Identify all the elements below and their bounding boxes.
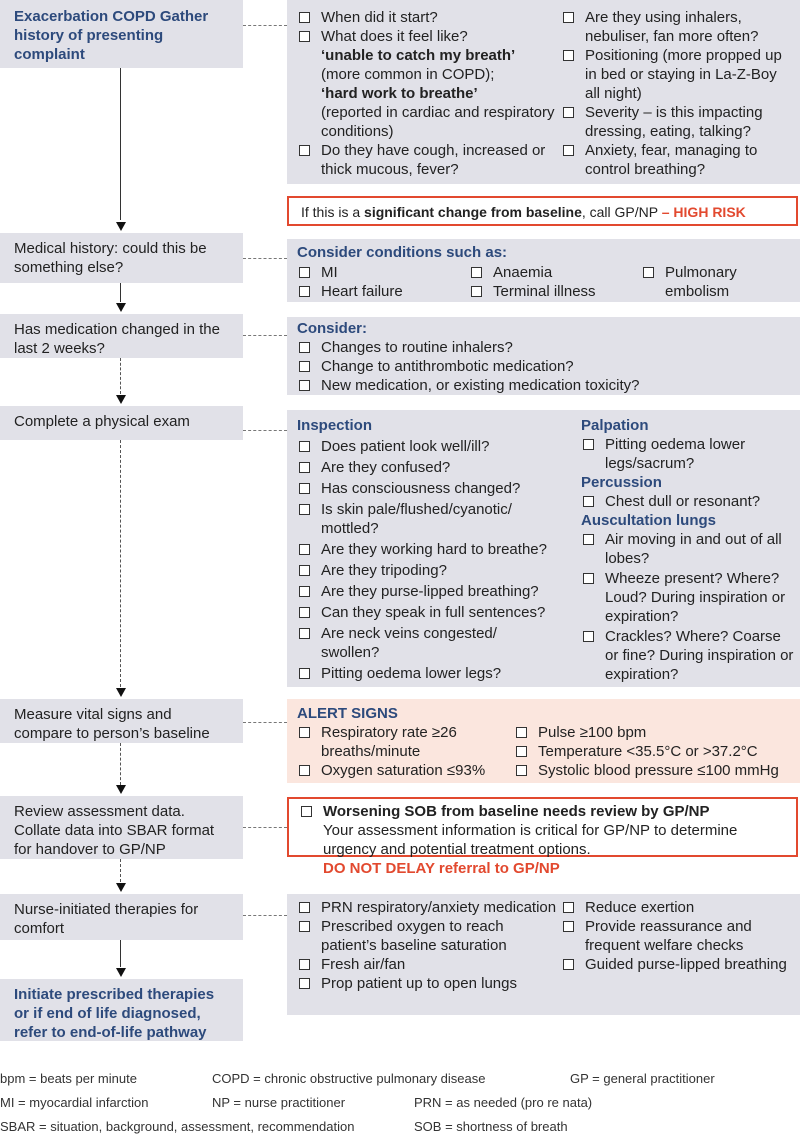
step-exacerbation-copd [0,0,243,68]
flow-arrow [116,968,126,977]
checklist-item [297,624,517,662]
inspection-heading: Inspection [297,417,373,434]
flow-line [120,68,121,220]
checkbox-icon [471,267,482,278]
step-medical-history [0,233,243,283]
item-text: Heart failure [321,283,403,300]
checkbox-icon [563,921,574,932]
checklist-item [297,8,559,27]
checklist-item [561,141,793,179]
quote-unable-to-catch-breath: ‘unable to catch my breath’ [321,47,516,64]
item-text: Pitting oedema lower legs? [321,665,502,682]
high-risk-label: – HIGH RISK [661,204,746,220]
checklist-item [469,282,639,301]
legend-sob: SOB = shortness of breath [414,1119,568,1134]
checkbox-icon [301,806,312,817]
checkbox-icon [563,50,574,61]
checklist-item [297,603,579,622]
checkbox-icon [563,959,574,970]
checkbox-icon [299,727,310,738]
checkbox-icon [299,342,310,353]
connector [243,915,287,916]
item-text: Has consciousness changed? [321,480,521,497]
checkbox-icon [299,765,310,776]
connector [243,827,287,828]
checkbox-icon [583,573,594,584]
checklist-item [514,742,798,761]
checkbox-icon [643,267,654,278]
checklist-item [297,723,509,761]
section-heading: Consider: [297,320,368,337]
checkbox-icon [563,145,574,156]
item-text: When did it start? [321,9,438,26]
flow-arrow [116,688,126,697]
item-text: Changes to routine inhalers? [321,339,513,356]
therapies-panel [287,894,800,1015]
item-text: Positioning (more propped up in bed or staying in La-Z-Boy all night) [585,47,782,102]
connector [243,258,287,259]
legend-gp: GP = general practitioner [570,1071,715,1086]
risk-text: If this is a [301,204,365,220]
item-text: Crackles? Where? Coarse or fine? During inspiration or expiration? [605,628,794,683]
alert-heading: ALERT SIGNS [297,705,398,722]
item-text: Are neck veins congested/ swollen? [321,625,497,661]
checkbox-icon [563,12,574,23]
item-text: Are they confused? [321,459,451,476]
checkbox-icon [583,496,594,507]
checkbox-icon [299,544,310,555]
checkbox-icon [583,439,594,450]
checklist-item [561,8,793,46]
item-text: Prescribed oxygen to reach patient’s baseline saturation [321,918,507,954]
palpation-heading: Palpation [581,417,649,434]
checkbox-icon [299,267,310,278]
legend-copd: COPD = chronic obstructive pulmonary disease [212,1071,486,1086]
checklist-item [561,955,793,974]
item-text: Does patient look well/ill? [321,438,490,455]
checkbox-icon [516,746,527,757]
high-risk-callout [287,196,798,226]
checklist-item [581,569,797,626]
checklist-item [297,582,579,601]
checkbox-icon [299,628,310,639]
item-text: Are they tripoding? [321,562,447,579]
flow-line [120,283,121,302]
item-text: Chest dull or resonant? [605,493,761,510]
checklist-item [297,458,579,477]
referral-callout [287,797,798,877]
checkbox-icon [299,959,310,970]
connector [243,335,287,336]
checkbox-icon [299,145,310,156]
item-text: PRN respiratory/anxiety medication [321,899,557,916]
checklist-item [581,492,797,511]
item-text: Terminal illness [493,283,596,300]
checkbox-icon [299,441,310,452]
checkbox-icon [299,361,310,372]
item-text: Temperature <35.5°C or >37.2°C [538,743,758,760]
step-nurse-therapies [0,894,243,940]
item-text: Anxiety, fear, managing to control breathing? [585,142,758,178]
history-panel [287,0,800,184]
item-text: Are they using inhalers, nebuliser, fan more often? [585,9,759,45]
conditions-panel [287,239,800,302]
step-label: Complete a physical exam [14,413,190,430]
connector [243,722,287,723]
item-text: MI [321,264,338,281]
item-text: Are they working hard to breathe? [321,541,547,558]
checkbox-icon [583,534,594,545]
legend-sbar: SBAR = situation, background, assessment, recommendation [0,1119,355,1134]
checklist-item [297,141,559,179]
flow-line [120,940,121,967]
item-text: New medication, or existing medication toxicity? [321,377,640,394]
alert-signs-panel [287,699,800,783]
checklist-item [299,802,786,821]
checklist-item [297,917,559,955]
checklist-item [297,540,579,559]
risk-bold: significant change from baseline [364,204,582,220]
flow-arrow [116,785,126,794]
checkbox-icon [563,107,574,118]
item-text: Do they have cough, increased or thick mucous, fever? [321,142,546,178]
step-label: Exacerbation COPD Gather history of presenting complaint [14,8,209,63]
item-text: Can they speak in full sentences? [321,604,546,621]
checklist-item [514,723,798,742]
medication-panel [287,317,800,395]
checkbox-icon [516,765,527,776]
checklist-item [297,338,787,357]
checkbox-icon [299,31,310,42]
step-review-assessment [0,796,243,859]
step-label: Review assessment data. Collate data into SBAR format for handover to GP/NP [14,803,215,858]
item-text: Are they purse-lipped breathing? [321,583,539,600]
item-text: Systolic blood pressure ≤100 mmHg [538,762,779,779]
item-text: Is skin pale/flushed/cyanotic/ mottled? [321,501,512,537]
checklist-item [297,664,579,683]
checklist-item [297,500,547,538]
legend-prn: PRN = as needed (pro re nata) [414,1095,593,1110]
step-label: Has medication changed in the last 2 weeks? [14,321,220,357]
item-text: Change to antithrombotic medication? [321,358,574,375]
checklist-item [297,357,787,376]
step-label: Nurse-initiated therapies for comfort [14,901,199,937]
item-text: Respiratory rate ≥26 breaths/minute [321,724,457,760]
connector [243,430,287,431]
checklist-item [561,103,793,141]
checklist-item [297,27,559,141]
checklist-item [561,898,793,917]
checkbox-icon [299,586,310,597]
item-text: Anaemia [493,264,553,281]
flow-arrow [116,303,126,312]
item-text: Guided purse-lipped breathing [585,956,787,973]
item-text: Pulmonary embolism [665,264,737,300]
legend-bpm: bpm = beats per minute [0,1071,137,1086]
section-heading: Consider conditions such as: [297,244,508,261]
checkbox-icon [299,902,310,913]
checkbox-icon [299,978,310,989]
connector [243,25,287,26]
checkbox-icon [563,902,574,913]
checkbox-icon [299,504,310,515]
checkbox-icon [299,565,310,576]
flow-arrow [116,883,126,892]
checklist-item [297,561,579,580]
flow-arrow [116,395,126,404]
item-text: What does it feel like? [321,28,468,45]
checkbox-icon [299,12,310,23]
item-text: Severity – is this impacting dressing, eating, talking? [585,104,763,140]
checkbox-icon [583,631,594,642]
checklist-item [561,46,793,103]
step-medication-changed [0,314,243,358]
risk-text: , call GP/NP [581,204,662,220]
flow-line [120,743,121,785]
flow-line [120,358,121,394]
checkbox-icon [516,727,527,738]
checkbox-icon [471,286,482,297]
checklist-item [297,955,559,974]
item-text: Prop patient up to open lungs [321,975,517,992]
quote-note: (more common in COPD); [321,66,495,83]
flow-line [120,440,121,687]
checklist-item [514,761,798,780]
checkbox-icon [299,607,310,618]
percussion-heading: Percussion [581,474,662,491]
checklist-item [581,627,797,684]
checklist-item [469,263,639,282]
quote-note: (reported in cardiac and respiratory conditions) [321,104,555,140]
item-text: Provide reassurance and frequent welfare checks [585,918,752,954]
step-initiate-therapies [0,979,243,1041]
checkbox-icon [299,921,310,932]
item-text: Pulse ≥100 bpm [538,724,647,741]
checklist-item [297,974,559,993]
flow-arrow [116,222,126,231]
checkbox-icon [299,483,310,494]
checkbox-icon [299,286,310,297]
checklist-item [297,282,467,301]
step-label: Measure vital signs and compare to person’s baseline [14,706,210,742]
item-text: Pitting oedema lower legs/sacrum? [605,436,746,472]
item-text: Reduce exertion [585,899,695,916]
checklist-item [297,761,509,780]
checkbox-icon [299,380,310,391]
checklist-item [581,530,797,568]
checklist-item [297,479,579,498]
auscultation-heading: Auscultation lungs [581,512,716,529]
do-not-delay-label: DO NOT DELAY referral to GP/NP [323,860,560,877]
step-label: Initiate prescribed therapies or if end of life diagnosed, refer to end-of-life pathway [14,986,215,1041]
flow-line [120,859,121,882]
step-physical-exam [0,406,243,440]
item-text: Fresh air/fan [321,956,406,973]
item-text: Air moving in and out of all lobes? [605,531,782,567]
checklist-item [297,263,467,282]
quote-hard-work: ‘hard work to breathe’ [321,85,478,102]
checklist-item [561,917,793,955]
worsening-sob-text: Worsening SOB from baseline needs review by GP/NP [323,803,710,820]
referral-body: Your assessment information is critical for GP/NP to determine urgency and potential treatment options. [323,822,738,858]
checklist-item [297,898,559,917]
checklist-item [297,376,787,395]
legend-mi: MI = myocardial infarction [0,1095,149,1110]
item-text: Oxygen saturation ≤93% [321,762,486,779]
physical-exam-panel [287,410,800,687]
legend-np: NP = nurse practitioner [212,1095,346,1110]
checkbox-icon [299,668,310,679]
checklist-item [297,437,579,456]
checkbox-icon [299,462,310,473]
step-label: Medical history: could this be something else? [14,240,207,276]
step-vital-signs [0,699,243,743]
item-text: Wheeze present? Where? Loud? During inspiration or expiration? [605,570,786,625]
checklist-item [581,435,761,473]
checklist-item [641,263,791,301]
